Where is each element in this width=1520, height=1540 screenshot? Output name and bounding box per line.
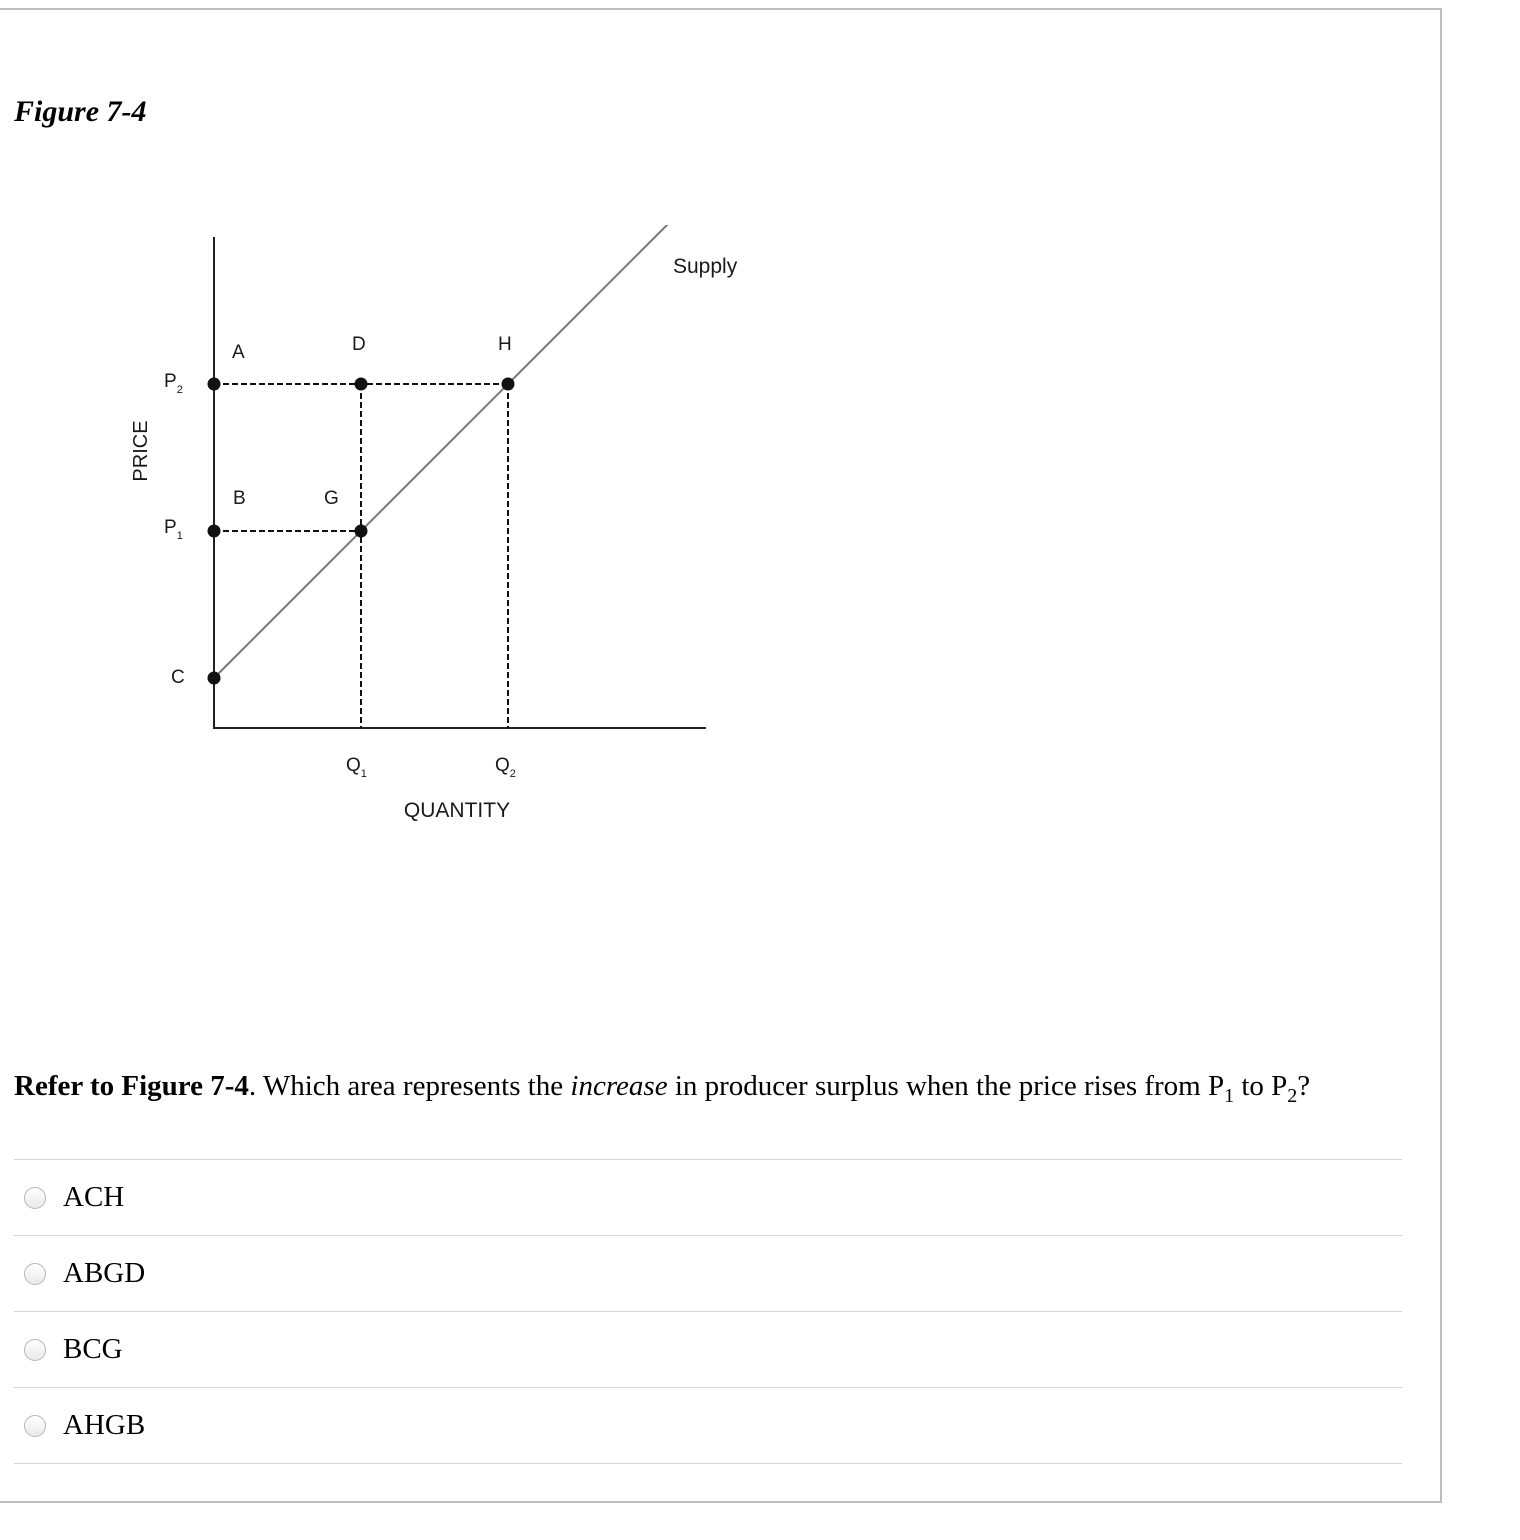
radio-button[interactable] [24,1263,46,1285]
question-emphasis: increase [570,1070,668,1102]
answer-option-label: ABGD [63,1257,146,1289]
label-a: A [232,342,245,363]
point-c [208,672,221,685]
radio-button[interactable] [24,1187,46,1209]
point-p1-axis [208,525,221,538]
tick-label-q2: $Q_2$ [495,755,516,780]
answer-option[interactable] [14,1311,1402,1387]
x-axis-label: QUANTITY [403,799,511,822]
tick-label-q1: $Q_1$ [346,755,367,780]
supply-curve [214,225,780,678]
answer-option[interactable] [14,1387,1402,1464]
y-axis-label: PRICE [130,420,152,482]
point-q1-p2 [355,378,368,391]
label-b: B [233,488,246,509]
label-c: C [171,667,185,688]
tick-label-p2: $P_2$ [164,371,183,396]
radio-button[interactable] [24,1415,46,1437]
answer-option-label: BCG [63,1333,123,1365]
point-q2-p2 [502,378,515,391]
supply-label: Supply [673,255,738,278]
tick-label-p1: $P_1$ [164,517,183,542]
answer-option-label: AHGB [63,1409,146,1441]
point-p2-axis [208,378,221,391]
point-q1-p1 [355,525,368,538]
answer-options [14,1159,1402,1464]
supply-chart [100,225,780,845]
label-g: G [324,488,339,509]
radio-button[interactable] [24,1339,46,1361]
answer-option[interactable] [14,1235,1402,1311]
answer-option[interactable] [14,1159,1402,1235]
label-h: H [498,334,512,355]
figure-title: Figure 7-4 [14,95,147,128]
question-ref: Refer to Figure 7-4 [14,1070,249,1102]
dashed-guides [214,384,508,728]
question-text: Refer to Figure 7-4. Which area represents the increase in producer surplus when the price rises from $P_1$ to $P_2$? [14,1070,1311,1107]
label-d: D [352,334,366,355]
answer-option-label: ACH [63,1181,125,1213]
